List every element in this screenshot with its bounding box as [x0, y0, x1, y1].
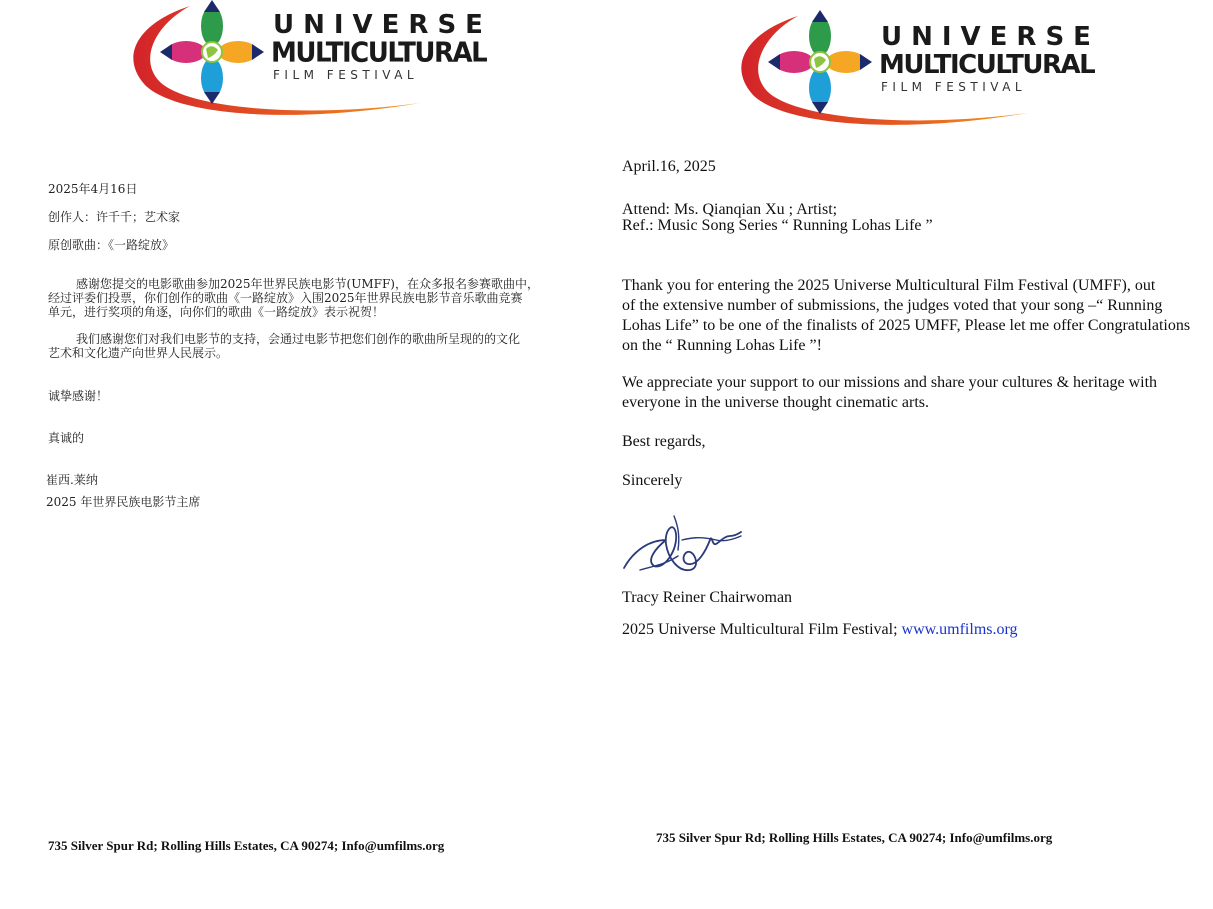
letter-date-zh: 2025年4月16日	[48, 182, 138, 196]
paragraph-line: 经过评委们投票，你们创作的歌曲《一路绽放》入围2025年世界民族电影节音乐歌曲竞赛	[48, 291, 523, 305]
sincerely-line-en: Sincerely	[622, 472, 683, 489]
song-line-zh: 原创歌曲：《一路绽放》	[48, 238, 175, 252]
signer-title-zh: 2025 年世界民族电影节主席	[46, 495, 201, 509]
festival-logo-left	[120, 0, 492, 125]
logo-title-line2: MULTICULTURAL	[879, 50, 1095, 80]
thanks-line-zh: 诚挚感谢！	[48, 389, 109, 403]
paragraph-line: 艺术和文化遗产向世界人民展示。	[48, 346, 229, 360]
ref-line-en: Ref.: Music Song Series “ Running Lohas Life ”	[622, 217, 933, 234]
paragraph-line: Lohas Life” to be one of the finalists of 2025 UMFF, Please let me offer Congratulations	[622, 317, 1191, 334]
festival-logo-right	[728, 10, 1100, 135]
paragraph-line: everyone in the universe thought cinematic arts.	[622, 394, 930, 411]
logo-subtitle: FILM FESTIVAL	[273, 68, 419, 82]
paragraph-line: of the extensive number of submissions, the judges voted that your song –“ Running	[622, 297, 1163, 314]
paragraph-line: Thank you for entering the 2025 Universe Multicultural Film Festival (UMFF), out	[622, 277, 1156, 294]
letter-date-en: April.16, 2025	[622, 158, 716, 175]
footer-address-left: 735 Silver Spur Rd; Rolling Hills Estates, CA 90274; Info@umfilms.org	[48, 838, 445, 853]
paragraph-line: 我们感谢您们对我们电影节的支持，会通过电影节把您们创作的歌曲所呈现的的文化	[76, 332, 521, 346]
paragraph-line: 单元，进行奖项的角逐，向你们的歌曲《一路绽放》表示祝贺！	[48, 305, 385, 319]
website-link[interactable]: www.umfilms.org	[901, 621, 1018, 638]
paragraph-line: on the “ Running Lohas Life ”!	[622, 337, 822, 354]
signer-line-en: Tracy Reiner Chairwoman	[622, 589, 793, 606]
attend-line-en: Attend: Ms. Qianqian Xu ; Artist;	[622, 201, 838, 218]
organization-name: 2025 Universe Multicultural Film Festival;	[622, 621, 902, 638]
organization-line-en	[622, 621, 1018, 639]
paragraph-congrats-zh	[48, 277, 588, 319]
paragraph-line: 感谢您提交的电影歌曲参加2025年世界民族电影节(UMFF)，在众多报名参赛歌曲中，	[76, 277, 539, 291]
logo-title-line2: MULTICULTURAL	[271, 37, 487, 69]
logo-subtitle: FILM FESTIVAL	[881, 80, 1027, 94]
handwritten-signature-icon	[620, 510, 745, 578]
paragraph-line: We appreciate your support to our missions and share your cultures & heritage with	[622, 374, 1158, 391]
signer-name-zh: 崔西.莱纳	[46, 473, 98, 487]
closing-line-zh: 真诚的	[48, 431, 85, 445]
paragraph-thanks-zh	[48, 332, 588, 360]
regards-line-en: Best regards,	[622, 433, 706, 450]
paragraph-appreciation-en	[622, 373, 1157, 413]
footer-address-right: 735 Silver Spur Rd; Rolling Hills Estates, CA 90274; Info@umfilms.org	[656, 830, 1053, 845]
creator-line-zh: 创作人：许千千；艺术家	[48, 210, 181, 224]
logo-title-line1: UNIVERSE	[273, 10, 492, 40]
paragraph-congrats-en	[622, 276, 1190, 356]
logo-title-line1: UNIVERSE	[881, 22, 1100, 52]
